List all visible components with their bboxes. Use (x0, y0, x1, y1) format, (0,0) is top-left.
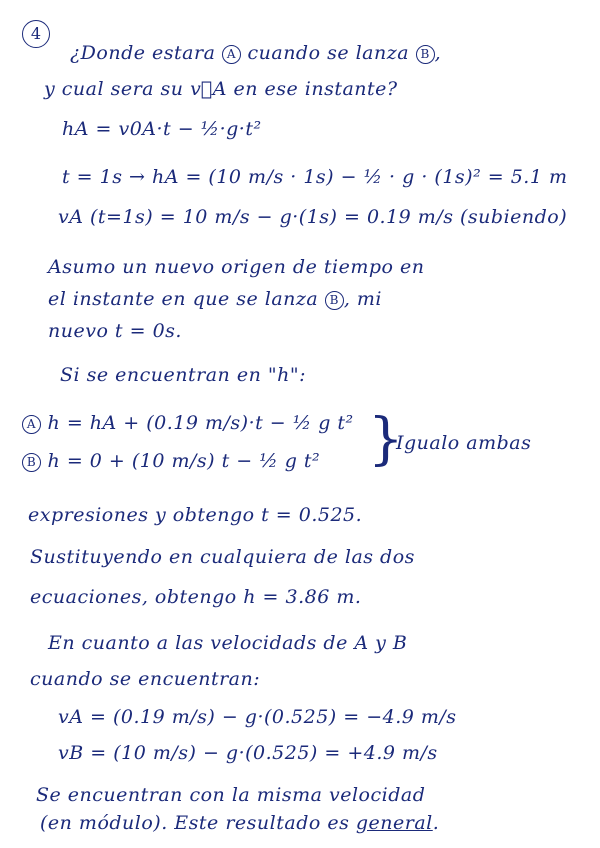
equation-vb-final: vB = (10 m/s) − g·(0.525) = +4.9 m/s (58, 742, 438, 764)
equation-va-final: vA = (0.19 m/s) − g·(0.525) = −4.9 m/s (58, 706, 457, 728)
paragraph-line-2 (48, 288, 382, 310)
paragraph-line-11 (40, 812, 439, 834)
paragraph-line-3: nuevo t = 0s. (48, 320, 182, 342)
equation-a: h = hA + (0.19 m/s)·t − ½ g t² (47, 412, 354, 434)
circled-b-icon: B (416, 45, 435, 64)
brace-note: Igualo ambas (396, 432, 532, 454)
equation-b-line (22, 450, 320, 472)
paragraph-line-1: Asumo un nuevo origen de tiempo en (48, 256, 425, 278)
question-text-b: cuando se lanza (240, 42, 416, 64)
paragraph-line-6: Sustituyendo en cualquiera de las dos (30, 546, 415, 568)
equation-b: h = 0 + (10 m/s) t − ½ g t² (47, 450, 321, 472)
question-text-c: , (434, 42, 442, 64)
paragraph-line-8: En cuanto a las velocidads de A y B (48, 632, 408, 654)
paragraph-text-b: , mi (343, 288, 382, 310)
paragraph-line-4: Si se encuentran en "h": (60, 364, 306, 386)
underlined-word: general (355, 812, 433, 834)
equation-ha: hA = v0A·t − ½·g·t² (62, 118, 262, 140)
problem-number: 4 (30, 24, 42, 43)
paragraph-line-10: Se encuentran con la misma velocidad (36, 784, 426, 806)
paragraph-line-9: cuando se encuentran: (30, 668, 261, 690)
equation-a-line (22, 412, 354, 434)
circled-a-icon: A (222, 45, 241, 64)
paragraph-line-7: ecuaciones, obtengo h = 3.86 m. (30, 586, 362, 608)
question-line-2: y cual sera su v⃗A en ese instante? (44, 78, 398, 100)
conclusion-text-b: . (432, 812, 440, 834)
circled-b-icon-2: B (325, 291, 344, 310)
paragraph-line-5: expresiones y obtengo t = 0.525. (28, 504, 363, 526)
problem-number-circle (22, 20, 50, 48)
curly-brace-icon: } (368, 407, 404, 472)
paragraph-text-a: el instante en que se lanza (48, 288, 325, 310)
question-text-a: ¿Donde estara (70, 42, 222, 64)
circled-a-icon-2: A (22, 415, 41, 434)
conclusion-text-a: (en módulo). Este resultado es (40, 812, 356, 834)
circled-b-icon-3: B (22, 453, 41, 472)
question-line-1 (70, 42, 441, 64)
equation-t1: t = 1s → hA = (10 m/s · 1s) − ½ · g · (1s)² = 5.1 m (62, 166, 568, 188)
equation-va-t1: vA (t=1s) = 10 m/s − g·(1s) = 0.19 m/s (subiendo) (58, 206, 568, 228)
